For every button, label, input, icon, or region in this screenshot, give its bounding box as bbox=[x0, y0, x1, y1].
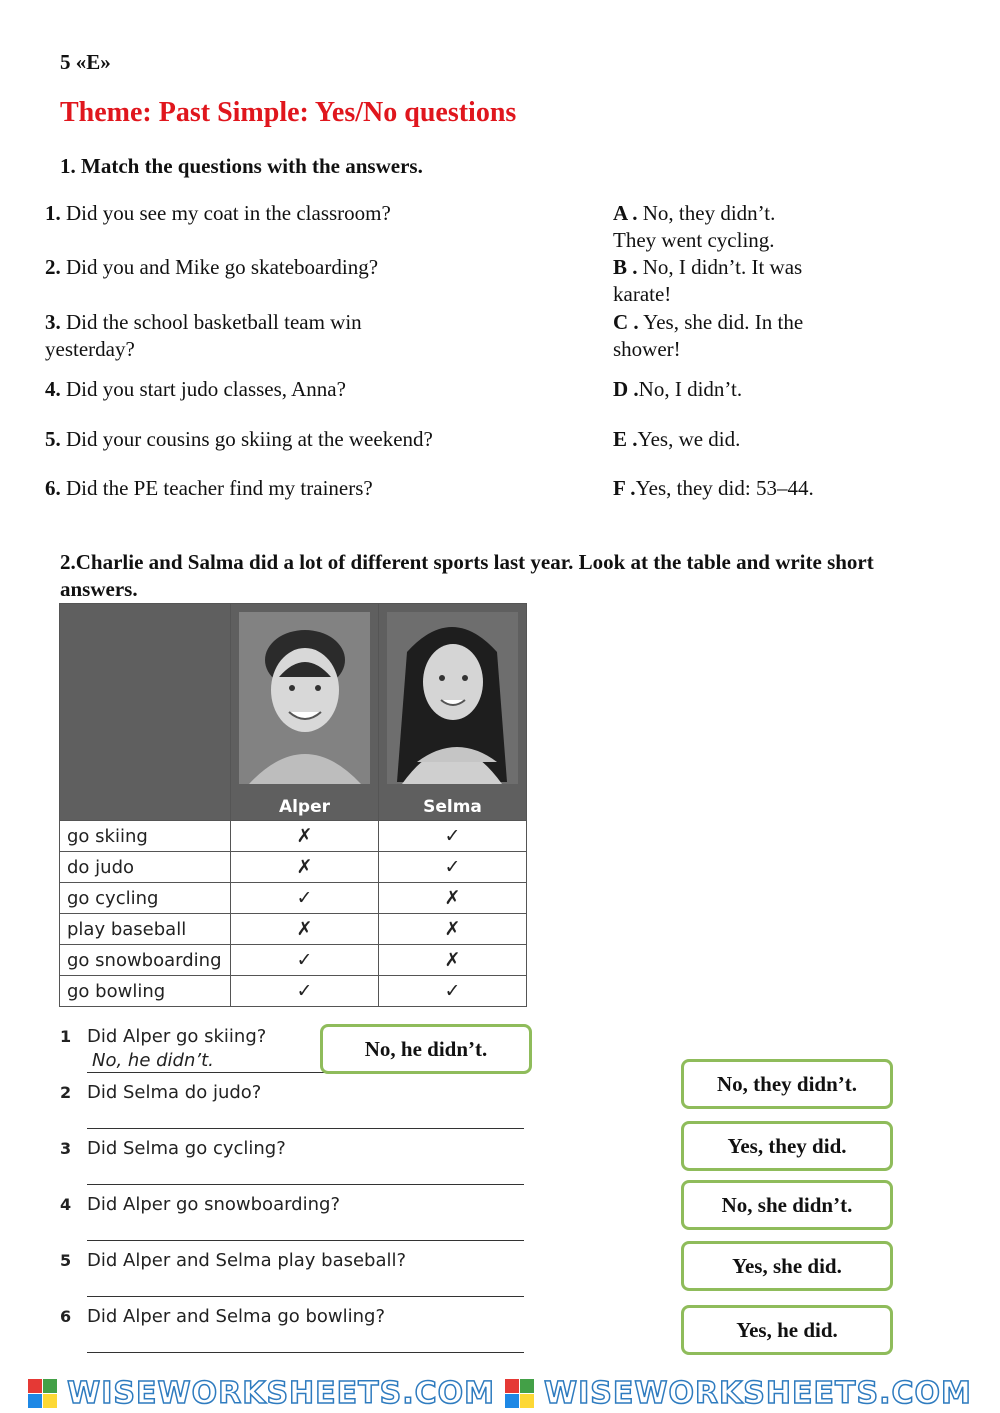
task1-question-5: 5. Did your cousins go skiing at the weekend? bbox=[45, 427, 433, 451]
activity-label: go snowboarding bbox=[60, 945, 231, 976]
task2-question-4: 4 Did Alper go snowboarding? bbox=[60, 1194, 340, 1215]
logo-text: WISEWORKSHEETS.COM bbox=[544, 1376, 972, 1411]
table-header-blank bbox=[60, 604, 231, 821]
alper-photo-cell bbox=[231, 604, 379, 821]
task1-question-6: 6. Did the PE teacher find my trainers? bbox=[45, 476, 373, 500]
selma-mark: ✗ bbox=[379, 914, 527, 945]
example-answer: No, he didn’t. bbox=[92, 1050, 214, 1071]
alper-mark: ✓ bbox=[231, 883, 379, 914]
task2-question-6: 6 Did Alper and Selma go bowling? bbox=[60, 1306, 386, 1327]
logo-text: WISEWORKSHEETS.COM bbox=[67, 1376, 495, 1411]
task1-question-2: 2. Did you and Mike go skateboarding? bbox=[45, 255, 379, 279]
table-row bbox=[60, 883, 527, 914]
table-row bbox=[60, 945, 527, 976]
selma-mark: ✗ bbox=[379, 883, 527, 914]
selma-mark: ✓ bbox=[379, 976, 527, 1007]
answer-option[interactable]: Yes, he did. bbox=[681, 1305, 893, 1355]
answer-line-1 bbox=[87, 1072, 327, 1073]
task1-question-4: 4. Did you start judo classes, Anna? bbox=[45, 377, 346, 401]
table-row bbox=[60, 914, 527, 945]
page-title: Theme: Past Simple: Yes/No questions bbox=[60, 97, 517, 128]
table-row bbox=[60, 821, 527, 852]
alper-mark: ✗ bbox=[231, 821, 379, 852]
answer-option[interactable]: No, she didn’t. bbox=[681, 1180, 893, 1230]
activity-label: go cycling bbox=[60, 883, 231, 914]
answer-option[interactable]: No, they didn’t. bbox=[681, 1059, 893, 1109]
logo-icon bbox=[28, 1379, 57, 1408]
task1-instruction: 1. Match the questions with the answers. bbox=[60, 154, 423, 178]
task1-question-1: 1. Did you see my coat in the classroom? bbox=[45, 201, 391, 225]
answer-line-2[interactable] bbox=[87, 1128, 524, 1129]
footer-watermark bbox=[0, 1374, 1000, 1413]
task1-answer-b: B . No, I didn’t. It was karate! bbox=[613, 255, 803, 306]
alper-mark: ✗ bbox=[231, 852, 379, 883]
task2-question-1: 1 Did Alper go skiing? bbox=[60, 1026, 267, 1047]
task1-question-3: 3. Did the school basketball team win yesterday? bbox=[45, 310, 362, 361]
table-row bbox=[60, 976, 527, 1007]
task2-question-5: 5 Did Alper and Selma play baseball? bbox=[60, 1250, 407, 1271]
activity-label: play baseball bbox=[60, 914, 231, 945]
selma-photo bbox=[387, 612, 518, 784]
sports-table bbox=[59, 603, 527, 1007]
task1-answer-e: E .Yes, we did. bbox=[613, 427, 741, 451]
logo-icon bbox=[505, 1379, 534, 1408]
selma-mark: ✓ bbox=[379, 821, 527, 852]
activity-label: go bowling bbox=[60, 976, 231, 1007]
answer-line-5[interactable] bbox=[87, 1296, 524, 1297]
answer-line-3[interactable] bbox=[87, 1184, 524, 1185]
alper-mark: ✗ bbox=[231, 914, 379, 945]
activity-label: go skiing bbox=[60, 821, 231, 852]
alper-mark: ✓ bbox=[231, 945, 379, 976]
task1-answer-d: D .No, I didn’t. bbox=[613, 377, 743, 401]
class-label: 5 «E» bbox=[60, 50, 111, 74]
selma-mark: ✗ bbox=[379, 945, 527, 976]
table-row bbox=[60, 852, 527, 883]
task1-answer-a: A . No, they didn’t. They went cycling. bbox=[613, 201, 776, 252]
alper-photo bbox=[239, 612, 370, 784]
answer-option[interactable]: Yes, she did. bbox=[681, 1241, 893, 1291]
selma-mark: ✓ bbox=[379, 852, 527, 883]
selma-photo-cell bbox=[379, 604, 527, 821]
task2-instruction: 2.Charlie and Salma did a lot of different sports last year. Look at the table and write short answers. bbox=[60, 550, 874, 601]
answer-option[interactable]: Yes, they did. bbox=[681, 1121, 893, 1171]
task2-question-3: 3 Did Selma go cycling? bbox=[60, 1138, 286, 1159]
placed-answer-box[interactable]: No, he didn’t. bbox=[320, 1024, 532, 1074]
task1-answer-c: C . Yes, she did. In the shower! bbox=[613, 310, 804, 361]
task1-answer-f: F .Yes, they did: 53–44. bbox=[613, 476, 814, 500]
column-header-selma: Selma bbox=[423, 797, 482, 817]
alper-mark: ✓ bbox=[231, 976, 379, 1007]
answer-line-6[interactable] bbox=[87, 1352, 524, 1353]
task2-question-2: 2 Did Selma do judo? bbox=[60, 1082, 262, 1103]
column-header-alper: Alper bbox=[278, 797, 331, 817]
activity-label: do judo bbox=[60, 852, 231, 883]
answer-line-4[interactable] bbox=[87, 1240, 524, 1241]
